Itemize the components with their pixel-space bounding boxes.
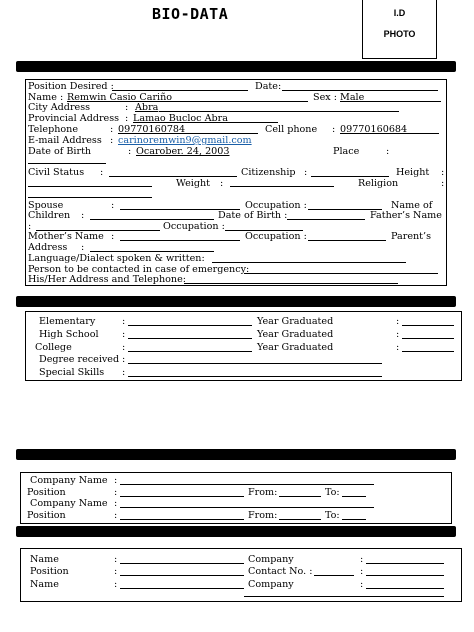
provincial-address-value[interactable]: Lamao Bucloc Abra: [133, 113, 228, 124]
reference-contact-label: Contact No. :: [248, 566, 313, 577]
high-school-label: High School: [39, 329, 99, 340]
name-label: Name: [28, 92, 57, 103]
section-bar-references: [16, 526, 456, 537]
to-label-2: To:: [325, 510, 340, 521]
reference-name-label-2: Name: [30, 579, 59, 590]
civil-status-field[interactable]: [109, 176, 237, 177]
reference-position-field[interactable]: [120, 575, 244, 576]
photo-label-photo: PHOTO: [383, 29, 416, 39]
colon: :: [100, 167, 104, 178]
citizenship-field[interactable]: [311, 176, 389, 177]
reference-company-field-2[interactable]: [366, 588, 444, 589]
name-value[interactable]: Remwin Casio Cariño: [67, 92, 173, 103]
colon: :: [122, 367, 126, 378]
colon: :: [110, 124, 114, 135]
page-title: BIO-DATA: [152, 5, 229, 23]
colon: :: [122, 354, 126, 365]
high-school-year-field[interactable]: [402, 338, 454, 339]
section-bar-personal: [16, 61, 456, 72]
section-bar-education: [16, 296, 456, 307]
colon: :: [111, 200, 115, 211]
colon: :: [220, 178, 224, 189]
from-label-2: From:: [248, 510, 278, 521]
city-address-label: City Address: [28, 102, 91, 113]
colon: :: [441, 167, 445, 178]
colon: :: [60, 92, 64, 103]
date-field[interactable]: [282, 90, 438, 91]
fathers-occupation-label: Occupation :: [163, 221, 225, 232]
colon: :: [332, 124, 336, 135]
place-field-cont[interactable]: [28, 163, 106, 164]
section-bar-employment: [16, 449, 456, 460]
elementary-year-field[interactable]: [402, 325, 454, 326]
parents-address-field[interactable]: [90, 251, 214, 252]
height-field-cont[interactable]: [28, 186, 152, 187]
telephone-label: Telephone: [28, 124, 79, 135]
children-dob-field[interactable]: [287, 219, 365, 220]
company-name-field-1[interactable]: [120, 484, 374, 485]
photo-label-id: I.D: [393, 8, 406, 18]
email-label: E-mail Address: [28, 135, 102, 146]
date-label: Date:: [255, 81, 282, 92]
colon: :: [125, 102, 129, 113]
weight-field[interactable]: [230, 186, 334, 187]
reference-company-label-2: Company: [248, 579, 294, 590]
parents-label: Parent’s: [391, 231, 432, 242]
colon: :: [122, 316, 126, 327]
from-field-1[interactable]: [279, 496, 321, 497]
to-field-2[interactable]: [342, 519, 366, 520]
colon: :: [360, 566, 364, 577]
spouse-occupation-label: Occupation :: [245, 200, 307, 211]
mothers-name-field[interactable]: [120, 240, 240, 241]
emergency-contact-field[interactable]: [244, 273, 438, 274]
email-link[interactable]: carinoremwin9@gmail.com: [118, 135, 252, 146]
colon: :: [396, 316, 400, 327]
company-name-field-2[interactable]: [120, 507, 374, 508]
reference-company-label-1: Company: [248, 554, 294, 565]
religion-label: Religion: [358, 178, 399, 189]
position-label-2: Position: [27, 510, 66, 521]
colon: :: [81, 210, 85, 221]
reference-contact-field-2[interactable]: [366, 575, 444, 576]
colon: :: [441, 178, 445, 189]
language-label: Language/Dialect spoken & written:: [28, 253, 205, 264]
civil-status-label: Civil Status: [28, 167, 85, 178]
elementary-field[interactable]: [128, 325, 252, 326]
college-year-label: Year Graduated: [257, 342, 334, 353]
reference-company-field-1[interactable]: [366, 563, 444, 564]
reference-position-label: Position: [30, 566, 69, 577]
colon: :: [114, 566, 118, 577]
children-dob-label: Date of Birth :: [218, 210, 288, 221]
colon: :: [81, 242, 85, 253]
from-label-1: From:: [248, 487, 278, 498]
emergency-contact-label: Person to be contacted in case of emergency:: [28, 264, 250, 275]
colon: :: [111, 231, 115, 242]
to-label-1: To:: [325, 487, 340, 498]
high-school-year-label: Year Graduated: [257, 329, 334, 340]
reference-contact-field[interactable]: [314, 575, 354, 576]
colon: :: [114, 579, 118, 590]
reference-name-field-1[interactable]: [120, 563, 244, 564]
cell-phone-label: Cell phone: [265, 124, 318, 135]
company-name-label-2: Company Name: [30, 498, 108, 509]
id-photo-box: [362, 0, 437, 59]
colon: :: [28, 221, 32, 232]
colon: :: [360, 579, 364, 590]
elementary-label: Elementary: [39, 316, 96, 327]
mothers-occupation-label: Occupation :: [245, 231, 307, 242]
mothers-occupation-field[interactable]: [308, 240, 386, 241]
to-field-1[interactable]: [342, 496, 366, 497]
colon: :: [122, 342, 126, 353]
sex-field[interactable]: [363, 101, 441, 102]
colon: :: [360, 554, 364, 565]
language-field[interactable]: [212, 262, 406, 263]
position-desired-label: Position Desired :: [28, 81, 114, 92]
colon: :: [125, 113, 129, 124]
mothers-name-label: Mother’s Name: [28, 231, 104, 242]
name-field[interactable]: [172, 101, 308, 102]
sex-label: Sex :: [313, 92, 337, 103]
position-field-2[interactable]: [120, 519, 244, 520]
telephone-value[interactable]: 09770160784: [118, 124, 186, 135]
parents-address-label: Address: [28, 242, 68, 253]
cell-phone-field[interactable]: [405, 133, 439, 134]
colon: :: [128, 146, 132, 157]
city-address-field[interactable]: [159, 111, 399, 112]
from-field-2[interactable]: [279, 519, 321, 520]
name-of-label: Name of: [391, 200, 433, 211]
college-field[interactable]: [128, 351, 252, 352]
date-of-birth-label: Date of Birth: [28, 146, 92, 157]
colon: :: [396, 329, 400, 340]
colon: :: [386, 146, 390, 157]
provincial-address-field[interactable]: [226, 122, 278, 123]
position-field-1[interactable]: [120, 496, 244, 497]
reference-name-label-1: Name: [30, 554, 59, 565]
colon: :: [114, 510, 118, 521]
colon: :: [114, 487, 118, 498]
provincial-address-label: Provincial Address: [28, 113, 120, 124]
colon: :: [304, 167, 308, 178]
colon: :: [396, 342, 400, 353]
cell-phone-value[interactable]: 09770160684: [340, 124, 408, 135]
weight-label: Weight: [176, 178, 210, 189]
colon: :: [114, 475, 118, 486]
citizenship-label: Citizenship: [241, 167, 296, 178]
place-label: Place: [333, 146, 360, 157]
special-skills-label: Special Skills: [39, 367, 105, 378]
degree-received-field[interactable]: [128, 363, 382, 364]
company-name-label-1: Company Name: [30, 475, 108, 486]
children-field[interactable]: [90, 219, 214, 220]
city-address-value[interactable]: Abra: [135, 102, 159, 113]
colon: :: [110, 135, 114, 146]
colon: :: [114, 554, 118, 565]
colon: :: [122, 329, 126, 340]
religion-field-cont[interactable]: [28, 197, 152, 198]
high-school-field[interactable]: [128, 338, 252, 339]
position-desired-field[interactable]: [112, 90, 248, 91]
college-year-field[interactable]: [402, 351, 454, 352]
position-label-1: Position: [27, 487, 66, 498]
telephone-field[interactable]: [184, 133, 258, 134]
his-her-address-field[interactable]: [184, 283, 398, 284]
fathers-name-label: Father’s Name: [370, 210, 442, 221]
elementary-year-label: Year Graduated: [257, 316, 334, 327]
spouse-label: Spouse: [28, 200, 64, 211]
special-skills-field[interactable]: [128, 376, 382, 377]
colon: :: [114, 498, 118, 509]
height-label: Height: [396, 167, 430, 178]
his-her-address-label: His/Her Address and Telephone:: [28, 274, 186, 285]
children-label: Children: [28, 210, 71, 221]
reference-underline-extra: [244, 596, 444, 597]
college-label: College: [35, 342, 72, 353]
degree-received-label: Degree received: [39, 354, 120, 365]
date-of-birth-value[interactable]: Ocarober. 24, 2003: [136, 146, 230, 157]
reference-name-field-2[interactable]: [120, 588, 244, 589]
sex-value[interactable]: Male: [340, 92, 365, 103]
